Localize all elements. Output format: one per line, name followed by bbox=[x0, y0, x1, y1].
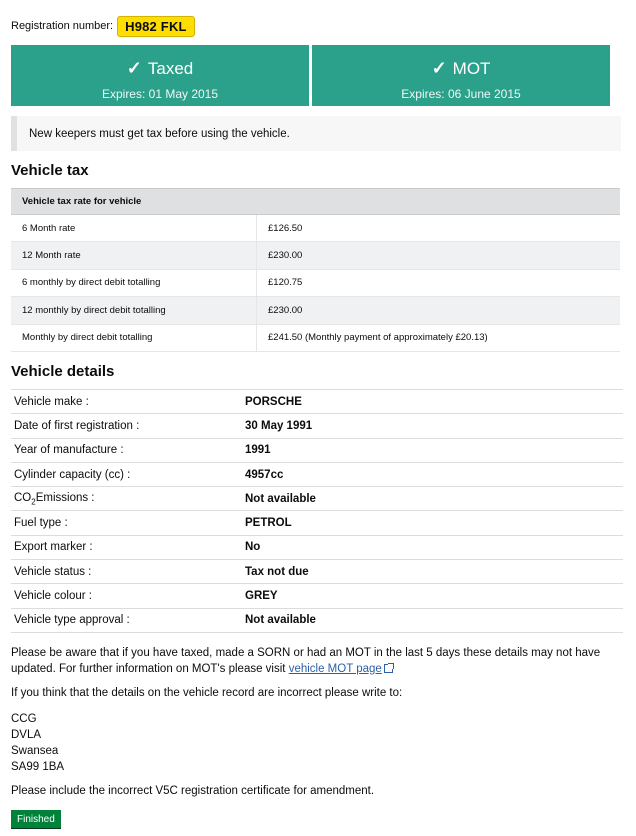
table-row bbox=[11, 270, 620, 297]
check-icon: ✓ bbox=[126, 58, 142, 78]
detail-key: Vehicle make : bbox=[14, 395, 89, 408]
table-row bbox=[11, 242, 620, 269]
tax-rate-value: £120.75 bbox=[268, 277, 303, 289]
detail-value: PETROL bbox=[245, 517, 292, 530]
tax-rate-value: £241.50 (Monthly payment of approximately £20.13) bbox=[268, 332, 488, 344]
detail-key bbox=[11, 492, 245, 506]
co2-subscript: 2 bbox=[31, 496, 36, 506]
table-row bbox=[11, 215, 620, 242]
registration-row bbox=[11, 14, 195, 38]
co2-suffix: Emissions : bbox=[35, 491, 95, 504]
detail-key: Vehicle status : bbox=[14, 565, 92, 578]
registration-plate: H982 FKL bbox=[117, 16, 195, 37]
list-item bbox=[11, 487, 623, 511]
finished-button[interactable]: Finished bbox=[11, 810, 61, 828]
address-line: Swansea bbox=[11, 745, 59, 757]
co2-prefix: CO bbox=[14, 491, 32, 504]
notice-text: New keepers must get tax before using the vehicle. bbox=[29, 127, 290, 140]
tax-rate-label: Monthly by direct debit totalling bbox=[11, 325, 257, 351]
detail-key: Export marker : bbox=[14, 541, 93, 554]
check-icon: ✓ bbox=[431, 58, 447, 78]
new-keeper-notice bbox=[11, 116, 621, 151]
detail-key: Cylinder capacity (cc) : bbox=[14, 468, 131, 481]
detail-key: Date of first registration : bbox=[14, 419, 140, 432]
mot-expiry: Expires: 06 June 2015 bbox=[401, 87, 521, 101]
list-item bbox=[11, 536, 623, 560]
tax-rate-label: 6 monthly by direct debit totalling bbox=[11, 270, 257, 296]
vehicle-mot-page-link[interactable] bbox=[289, 663, 382, 675]
tax-status-box bbox=[11, 45, 309, 106]
vehicle-details-list bbox=[11, 389, 623, 633]
vehicle-details-heading: Vehicle details bbox=[11, 363, 115, 380]
table-row bbox=[11, 297, 620, 324]
address-line: DVLA bbox=[11, 729, 42, 741]
list-item bbox=[11, 414, 623, 438]
vehicle-tax-heading: Vehicle tax bbox=[11, 162, 89, 179]
tax-table-header: Vehicle tax rate for vehicle bbox=[11, 188, 620, 215]
mot-status-title: MOT bbox=[452, 58, 491, 78]
tax-rate-label: 6 Month rate bbox=[11, 215, 257, 241]
tax-rate-value: £230.00 bbox=[268, 304, 303, 316]
detail-value: 1991 bbox=[245, 444, 271, 457]
detail-value: 4957cc bbox=[245, 468, 284, 481]
table-row bbox=[11, 325, 620, 352]
tax-status-title: Taxed bbox=[147, 58, 194, 78]
list-item bbox=[11, 584, 623, 608]
list-item bbox=[11, 511, 623, 535]
detail-value: 30 May 1991 bbox=[245, 419, 313, 432]
tax-rate-label: 12 monthly by direct debit totalling bbox=[11, 297, 257, 323]
vehicle-tax-table bbox=[11, 188, 620, 352]
detail-key: Vehicle colour : bbox=[14, 590, 92, 603]
list-item bbox=[11, 439, 623, 463]
mot-status-box bbox=[312, 45, 610, 106]
registration-label: Registration number: bbox=[11, 20, 114, 32]
detail-value: Not available bbox=[245, 614, 316, 627]
detail-value: PORSCHE bbox=[245, 395, 302, 408]
detail-key: Fuel type : bbox=[14, 517, 68, 530]
detail-value: Tax not due bbox=[245, 565, 309, 578]
address-line: SA99 1BA bbox=[11, 761, 65, 773]
detail-key: Year of manufacture : bbox=[14, 444, 124, 457]
detail-value: Not available bbox=[245, 492, 316, 505]
mot-link-label: vehicle MOT page bbox=[288, 662, 382, 675]
external-link-icon bbox=[384, 664, 393, 673]
include-certificate-text: Please include the incorrect V5C registration certificate for amendment. bbox=[11, 785, 375, 797]
incorrect-details-text: If you think that the details on the vehicle record are incorrect please write to: bbox=[11, 687, 403, 699]
address-line: CCG bbox=[11, 713, 37, 725]
detail-key: Vehicle type approval : bbox=[14, 614, 130, 627]
list-item bbox=[11, 560, 623, 584]
list-item bbox=[11, 609, 623, 633]
tax-rate-label: 12 Month rate bbox=[11, 242, 257, 268]
detail-value: GREY bbox=[245, 590, 278, 603]
list-item bbox=[11, 463, 623, 487]
update-warning-text bbox=[11, 646, 611, 677]
tax-rate-value: £230.00 bbox=[268, 250, 303, 262]
tax-expiry: Expires: 01 May 2015 bbox=[101, 87, 219, 101]
postal-address bbox=[11, 711, 64, 775]
list-item bbox=[11, 390, 623, 414]
tax-rate-value: £126.50 bbox=[268, 222, 303, 234]
detail-value: No bbox=[245, 541, 261, 554]
aware-text: Please be aware that if you have taxed, made a SORN or had an MOT in the last 5 days these details may not have updated. For further information on MOT's please visit bbox=[11, 647, 601, 675]
